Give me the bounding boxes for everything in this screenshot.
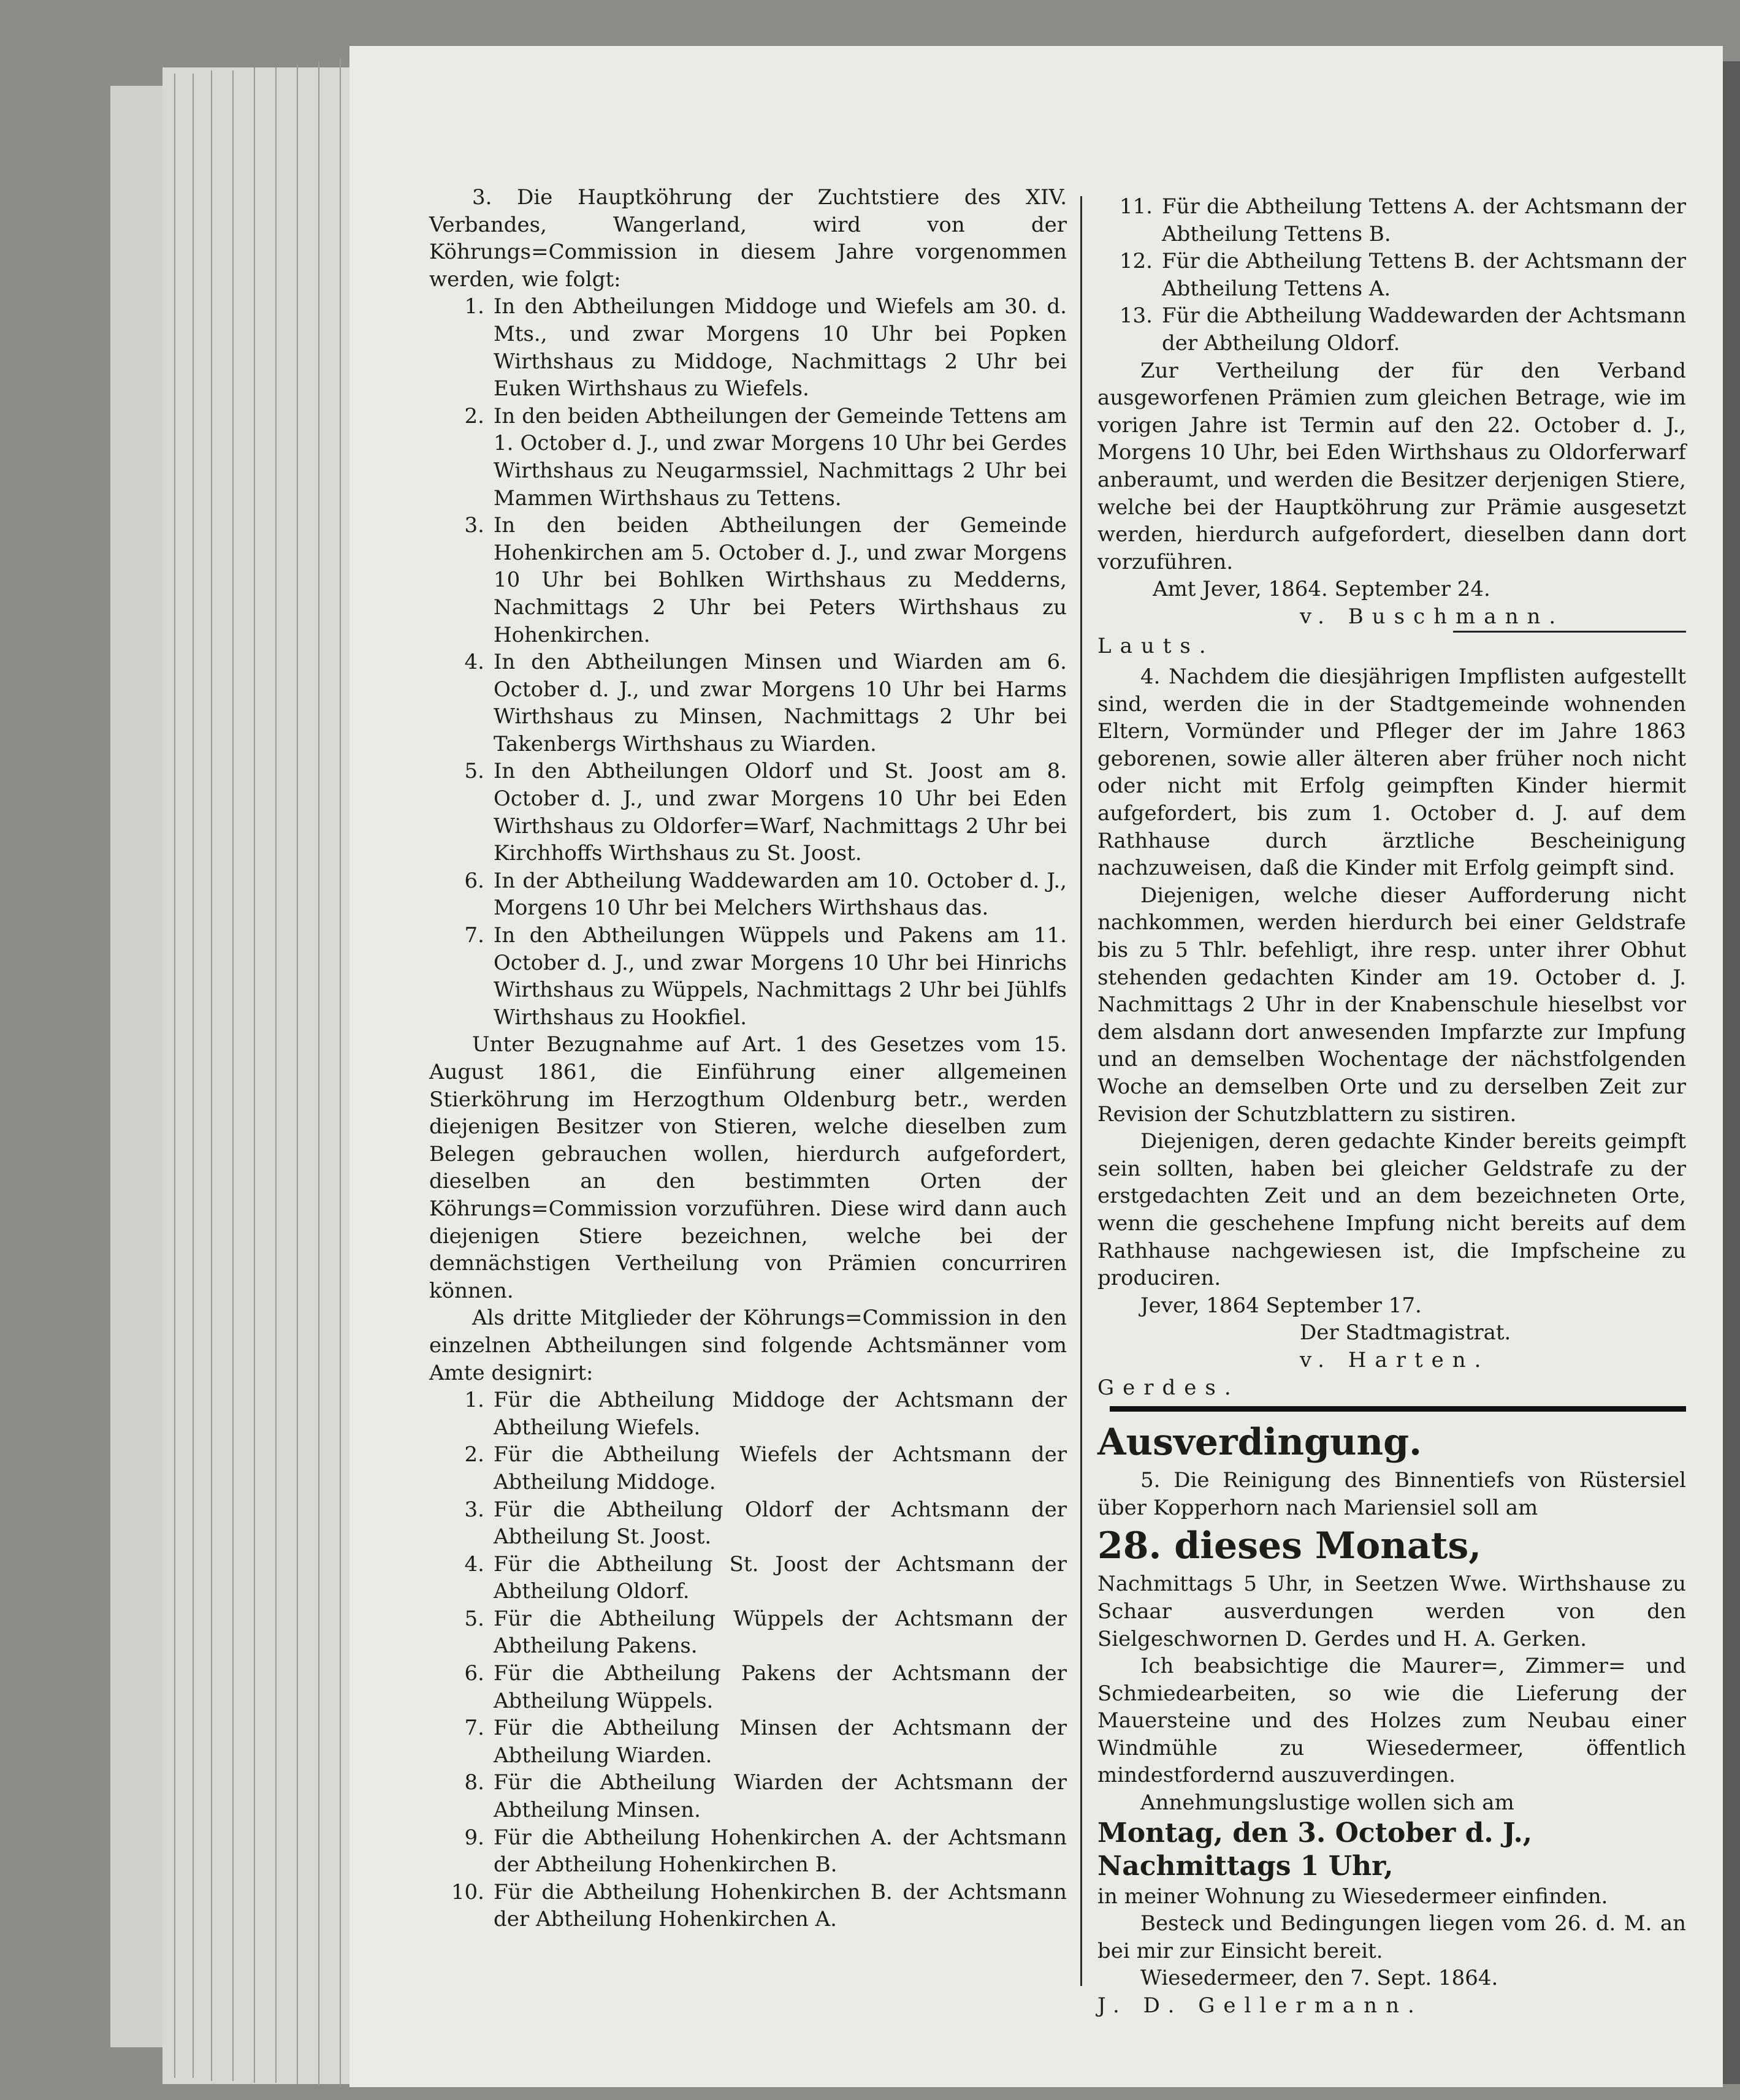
- member-item: [429, 1551, 1067, 1605]
- member-item: [429, 1714, 1067, 1769]
- ausverdingung-title: Ausverdingung.: [1097, 1421, 1422, 1464]
- member-item-text: Für die Abtheilung Hohenkirchen A. der Achtsmann der Abtheilung Hohenkirchen B.: [494, 1825, 1067, 1877]
- schedule-item: [429, 758, 1067, 867]
- member-item: [429, 1769, 1067, 1824]
- law-paragraph: Unter Bezugnahme auf Art. 1 des Gesetzes vom 15. August 1861, die Einführung einer allgemeinen Stierköhrung im Herzogthum Oldenburg betr., werden diejenigen Besitzer von Stieren, welche dieselben zum Belegen gebrauchen wollen, hierdurch aufgefordert, dieselben an den bestimmten Orten der Köhrungs=Commission vorzuführen. Diese wird dann auch diejenigen Stiere bezeichnen, welche bei der demnächstigen Vertheilung von Prämien concurriren können.: [429, 1032, 1067, 1303]
- member-item-text: Für die Abtheilung Wiefels der Achtsmann der Abtheilung Middoge.: [494, 1442, 1067, 1494]
- member-item: [429, 1605, 1067, 1660]
- member-item-number: 9.: [464, 1825, 484, 1850]
- amt-signature: v. Buschmann.: [1300, 604, 1565, 629]
- member-item-text: Für die Abtheilung Pakens der Achtsmann der Abtheilung Wüppels.: [494, 1661, 1067, 1713]
- member-item: [1097, 248, 1686, 302]
- impf-clerk: Gerdes.: [1097, 1375, 1240, 1400]
- schedule-item: [429, 649, 1067, 758]
- schedule-item-number: 4.: [464, 650, 484, 675]
- member-item-text: Für die Abtheilung Waddewarden der Achtsmann der Abtheilung Oldorf.: [1162, 303, 1686, 356]
- member-item-text: Für die Abtheilung St. Joost der Achtsmann der Abtheilung Oldorf.: [494, 1551, 1067, 1604]
- announcement-3: 3. Die Hauptköhrung der Zuchtstiere des XIV. Verbandes, Wangerland, wird von der Köhrungs=Commission in diesem Jahre vorgenommen werden, wie folgt:: [429, 185, 1067, 292]
- schedule-item-text: In den Abtheilungen Oldorf und St. Joost am 8. October d. J., und zwar Morgens 10 Uhr bei Eden Wirthshaus zu Oldorfer=Warf, Nachmittags 2 Uhr bei Kirchhoffs Wirthshaus zu St. Joost.: [494, 759, 1067, 866]
- schedule-item: [429, 922, 1067, 1031]
- column-divider: [1080, 196, 1082, 1986]
- aus-date-big: 28. dieses Monats,: [1097, 1524, 1482, 1568]
- impf-date: Jever, 1864 September 17.: [1140, 1293, 1422, 1318]
- schedule-item-text: In den Abtheilungen Wüppels und Pakens am 11. October d. J., und zwar Morgens 10 Uhr bei Hinrichs Wirthshaus zu Wüppels, Nachmittags 2 Uhr bei Jühlfs Wirthshaus zu Hookfiel.: [494, 923, 1067, 1030]
- schedule-item-text: In den Abtheilungen Middoge und Wiefels am 30. d. Mts., und zwar Morgens 10 Uhr bei Popken Wirthshaus zu Middoge, Nachmittags 2 Uhr bei Euken Wirthshaus zu Wiefels.: [494, 294, 1067, 401]
- schedule-item-text: In den beiden Abtheilungen der Gemeinde Hohenkirchen am 5. October d. J., und zwar Morgens 10 Uhr bei Bohlken Wirthshaus zu Medderns, Nachmittags 2 Uhr bei Peters Wirthshaus zu Hohenkirchen.: [494, 513, 1067, 647]
- member-item: [429, 1879, 1067, 1933]
- aus-place-date: Wiesedermeer, den 7. Sept. 1864.: [1140, 1966, 1498, 1991]
- member-item-number: 7.: [464, 1716, 484, 1741]
- member-item-number: 8.: [464, 1770, 484, 1795]
- impf-authority: Der Stadtmagistrat.: [1300, 1320, 1511, 1345]
- schedule-item-number: 6.: [464, 868, 484, 893]
- aus-paragraph-2: Nachmittags 5 Uhr, in Seetzen Wwe. Wirthshause zu Schaar ausverdungen werden von den Sielgeschwornen D. Gerdes und H. A. Gerken.: [1097, 1572, 1686, 1651]
- member-item: [429, 1824, 1067, 1879]
- schedule-item-number: 2.: [464, 403, 484, 428]
- impf-paragraph-3: Diejenigen, deren gedachte Kinder bereits geimpft sein sollten, haben bei gleicher Geldstrafe zu der erstgedachten Zeit und an dem bezeichneten Orte, wenn die geschehene Impfung nicht bereits auf dem Rathhause nachgewiesen ist, die Impfscheine zu produciren.: [1097, 1129, 1686, 1291]
- member-item-number: 6.: [464, 1661, 484, 1686]
- member-item-number: 2.: [464, 1442, 484, 1467]
- schedule-item-text: In den beiden Abtheilungen der Gemeinde Tettens am 1. October d. J., und zwar Morgens 10 Uhr bei Gerdes Wirthshaus zu Neugarmssiel, Nachmittags 2 Uhr bei Mammen Wirthshaus zu Tettens.: [494, 403, 1067, 511]
- amt-date: Amt Jever, 1864. September 24.: [1153, 577, 1490, 602]
- left-column: [429, 184, 1067, 1933]
- member-item-number: 12.: [1119, 249, 1153, 274]
- member-item: [429, 1496, 1067, 1551]
- schedule-item: [429, 512, 1067, 649]
- member-item: [429, 1387, 1067, 1441]
- member-item-text: Für die Abtheilung Oldorf der Achtsmann der Abtheilung St. Joost.: [494, 1497, 1067, 1550]
- aus-paragraph-6: Besteck und Bedingungen liegen vom 26. d. M. an bei mir zur Einsicht bereit.: [1097, 1911, 1686, 1963]
- member-item: [1097, 302, 1686, 357]
- schedule-item: [429, 293, 1067, 402]
- schedule-item: [429, 403, 1067, 512]
- impf-paragraph-2: Diejenigen, welche dieser Aufforderung nicht nachkommen, werden hierdurch bei einer Geldstrafe bis zu 5 Thlr. befehligt, ihre resp. unter ihrer Obhut stehenden gedachten Kinder am 19. October d. J. Nachmittags 2 Uhr in der Knabenschule hieselbst vor dem alsdann dort anwesenden Impfarzte zur Impfung und an demselben Wochentage der nächstfolgenden Woche an demselben Orte und zu derselben Zeit zur Revision der Schutzblattern zu sistiren.: [1097, 883, 1686, 1127]
- member-item-text: Für die Abtheilung Middoge der Achtsmann der Abtheilung Wiefels.: [494, 1388, 1067, 1440]
- premium-paragraph: Zur Vertheilung der für den Verband ausgeworfenen Prämien zum gleichen Betrage, wie im vorigen Jahre ist Termin auf den 22. October d. J., Morgens 10 Uhr, bei Eden Wirthshaus zu Oldorferwarf anberaumt, und werden die Besitzer derjenigen Stiere, welche bei der Hauptköhrung zur Prämie ausgesetzt werden, hierdurch aufgefordert, dieselben dann dort vorzuführen.: [1097, 358, 1686, 574]
- schedule-item-text: In den Abtheilungen Minsen und Wiarden am 6. October d. J., und zwar Morgens 10 Uhr bei Harms Wirthshaus zu Minsen, Nachmittags 2 Uhr bei Takenbergs Wirthshaus zu Wiarden.: [494, 650, 1067, 756]
- page-edges: [162, 67, 359, 2084]
- member-item-number: 10.: [451, 1879, 484, 1904]
- member-item-text: Für die Abtheilung Minsen der Achtsmann der Abtheilung Wiarden.: [494, 1716, 1067, 1768]
- amt-clerk: Lauts.: [1097, 633, 1215, 658]
- members-list: [429, 1387, 1067, 1933]
- member-item: [429, 1660, 1067, 1714]
- schedule-item-number: 1.: [464, 294, 484, 319]
- schedule-item-text: In der Abtheilung Waddewarden am 10. October d. J., Morgens 10 Uhr bei Melchers Wirthshaus das.: [494, 868, 1067, 921]
- member-item: [1097, 193, 1686, 248]
- member-item-number: 4.: [464, 1551, 484, 1577]
- aus-signature: J. D. Gellermann.: [1097, 1993, 1423, 2018]
- member-item-number: 1.: [464, 1388, 484, 1413]
- schedule-list: [429, 293, 1067, 1031]
- aus-paragraph-1: 5. Die Reinigung des Binnentiefs von Rüstersiel über Kopperhorn nach Mariensiel soll am: [1097, 1468, 1686, 1520]
- right-column: [1097, 193, 1686, 2020]
- schedule-item-number: 3.: [464, 513, 484, 538]
- next-page-shadow: [1723, 61, 1740, 2084]
- member-item-text: Für die Abtheilung Tettens A. der Achtsmann der Abtheilung Tettens B.: [1162, 194, 1686, 246]
- aus-afternoon: Nachmittags 1 Uhr,: [1097, 1850, 1394, 1882]
- schedule-item-number: 5.: [464, 759, 484, 784]
- aus-monday: Montag, den 3. October d. J.,: [1097, 1817, 1533, 1849]
- impf-paragraph-1: 4. Nachdem die diesjährigen Impflisten aufgestellt sind, werden die in der Stadtgemeinde wohnenden Eltern, Vormünder und Pfleger der im Jahre 1863 geborenen, sowie aller älteren aber früher noch nicht oder nicht mit Erfolg geimpften Kinder hiermit aufgefordert, bis zum 1. October d. J. auf dem Rathhause durch ärztliche Bescheinigung nachzuweisen, daß die Kinder mit Erfolg geimpft sind.: [1097, 664, 1686, 881]
- member-item-text: Für die Abtheilung Wüppels der Achtsmann der Abtheilung Pakens.: [494, 1606, 1067, 1659]
- aus-paragraph-3: Ich beabsichtige die Maurer=, Zimmer= und Schmiedearbeiten, so wie die Lieferung der Mauersteine und des Holzes zum Neubau einer Windmühle zu Wiesedermeer, öffentlich mindestfordernd auszuverdingen.: [1097, 1654, 1686, 1788]
- member-item-number: 3.: [464, 1497, 484, 1522]
- member-item-number: 11.: [1119, 194, 1153, 219]
- section-divider: [1110, 1406, 1686, 1412]
- member-item-text: Für die Abtheilung Tettens B. der Achtsmann der Abtheilung Tettens A.: [1162, 249, 1686, 301]
- schedule-item-number: 7.: [464, 923, 484, 948]
- member-item-text: Für die Abtheilung Wiarden der Achtsmann der Abtheilung Minsen.: [494, 1770, 1067, 1823]
- members-list-continued: [1097, 193, 1686, 357]
- member-item: [429, 1441, 1067, 1496]
- aus-paragraph-4: Annehmungslustige wollen sich am: [1140, 1790, 1514, 1816]
- member-item-number: 5.: [464, 1606, 484, 1631]
- member-item-text: Für die Abtheilung Hohenkirchen B. der Achtsmann der Abtheilung Hohenkirchen A.: [494, 1879, 1067, 1932]
- member-item-number: 13.: [1119, 303, 1153, 329]
- schedule-item: [429, 867, 1067, 922]
- members-paragraph: Als dritte Mitglieder der Köhrungs=Commission in den einzelnen Abtheilungen sind folgende Achtsmänner vom Amte designirt:: [429, 1306, 1067, 1385]
- impf-signature: v. Harten.: [1300, 1347, 1490, 1372]
- aus-paragraph-5: in meiner Wohnung zu Wiesedermeer einfinden.: [1097, 1884, 1608, 1909]
